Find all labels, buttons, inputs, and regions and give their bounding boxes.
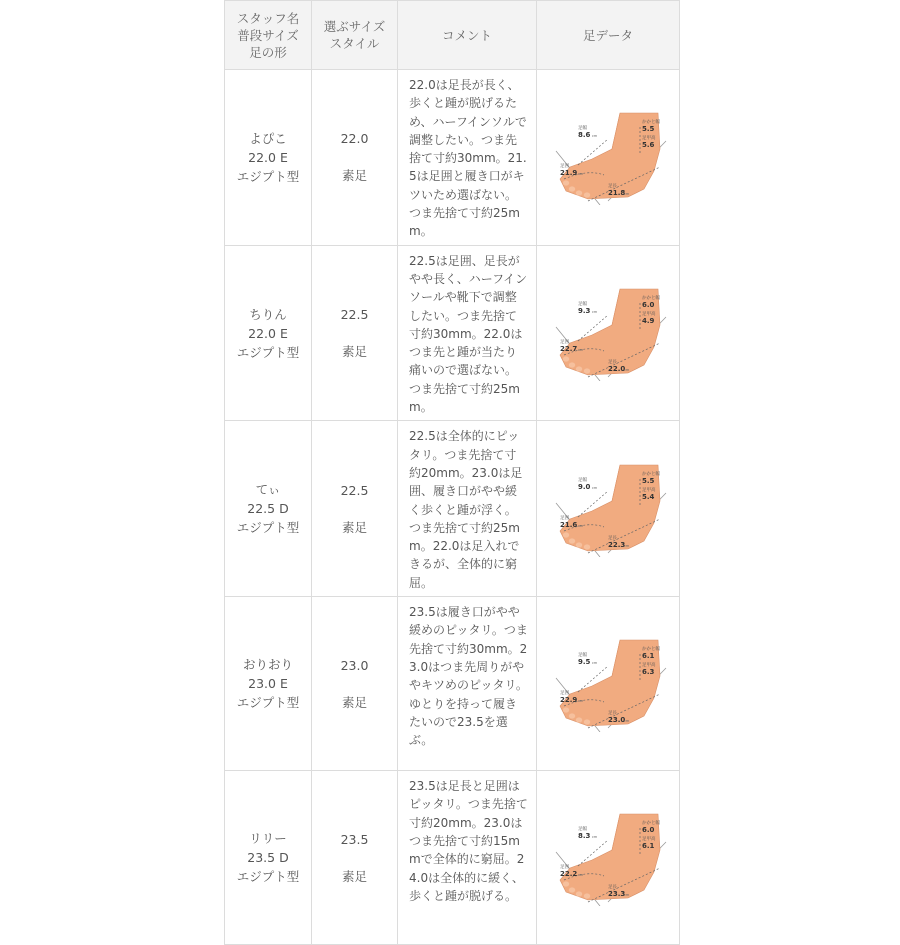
instep-unit: cm [592,134,598,139]
toe-mark [584,719,590,724]
width-label: 足甲高 [642,836,656,842]
header-foot-type: 足の形 [249,44,287,60]
heel-value: 5.5 [642,476,655,485]
girth-unit: cm [578,172,584,177]
toe-mark [563,532,569,537]
girth-label: 足囲 [560,690,569,696]
table-row [225,597,680,771]
girth-label: 足囲 [560,864,569,870]
width-label: 足甲高 [642,312,656,317]
instep-value: 9.5 [578,657,591,666]
header-chosen-size: 選ぶサイズ [323,19,386,34]
staff-cell [225,597,312,771]
foot-type: エジプト型 [236,520,300,536]
toe-mark [576,717,582,722]
width-value: 5.6 [642,141,655,150]
toe-mark [569,187,575,192]
foot-data-cell [537,70,680,246]
header-staff-name: スタッフ名 [236,10,300,26]
foot-type: エジプト型 [236,168,300,184]
instep-unit: cm [592,310,598,314]
girth-label: 足囲 [560,515,569,521]
toe-mark [569,538,575,543]
staff-cell [225,421,312,597]
table-row [225,421,680,597]
toe-mark [576,191,582,196]
table-row [225,771,680,945]
instep-unit: cm [592,834,598,839]
heel-value: 6.0 [642,301,655,309]
instep-unit: cm [592,660,598,665]
foot-data-cell [537,421,680,597]
comment-cell: 23.5は足長と足囲はピッタリ。つま先捨て寸約20mm。23.0はつま先捨て寸約15mmで全体的に窮屈。24.0は全体的に緩く、歩くと踵が脱げる。 [398,771,537,945]
usual-size: 23.5 D [247,850,289,866]
foot-data-cell [537,771,680,945]
girth-unit: cm [578,872,584,877]
comment-cell: 22.0は足長が長く、歩くと踵が脱げるため、ハーフインソルで調整したい。つま先捨て寸約30mm。21.5は足囲と履き口がキツいため選ばない。つま先捨て寸約25mm。 [398,70,537,246]
instep-value: 8.3 [578,831,591,840]
girth-unit: cm [578,523,584,528]
toe-mark [576,891,582,896]
toe-mark [584,193,590,198]
chosen-size: 22.5 [340,307,369,322]
width-value: 4.9 [642,317,655,325]
foot-diagram [548,636,668,732]
width-label: 足甲高 [642,487,656,493]
chosen-size: 22.0 [340,131,369,147]
instep-unit: cm [592,485,598,490]
heel-label: かかと幅 [642,646,660,652]
staff-cell [225,771,312,945]
length-unit: cm [624,192,630,197]
instep-value: 9.0 [578,482,591,491]
length-label: 足長 [608,710,617,716]
girth-unit: cm [578,348,584,352]
chosen-size: 23.5 [340,831,369,847]
length-value: 22.0 [608,365,626,373]
length-label: 足長 [608,184,617,190]
header-usual-size: 普段サイズ [237,27,299,43]
length-value: 21.8 [608,189,626,198]
size-comparison-table [224,0,680,945]
toe-mark [584,544,590,549]
girth-value: 21.9 [560,169,578,178]
header-size-style [312,1,398,70]
staff-cell [225,70,312,246]
chosen-size: 23.0 [340,657,369,673]
foot-diagram [548,461,668,557]
style: 素足 [341,868,367,884]
size-style-cell [312,245,398,421]
header-row [225,1,680,70]
foot-type: エジプト型 [236,869,300,885]
usual-size: 23.0 E [248,676,288,692]
table-row [225,70,680,246]
toe-mark [563,356,569,361]
girth-label: 足囲 [560,164,569,170]
spacer [312,148,397,166]
girth-value: 22.9 [560,695,578,704]
toe-mark [569,362,575,367]
usual-size: 22.5 D [247,501,289,517]
length-unit: cm [624,543,630,548]
length-value: 22.3 [608,540,626,549]
header-comment: コメント [398,1,537,70]
foot-data-cell [537,597,680,771]
length-unit: cm [624,368,630,372]
length-value: 23.3 [608,889,626,898]
header-style: スタイル [329,36,380,51]
comment-cell: 22.5は全体的にピッタリ。つま先捨て寸約20mm。23.0は足囲、履き口がやや緩く歩くと踵が浮く。つま先捨て寸約25mm。22.0は足入れできるが、全体的に窮屈。 [398,421,537,597]
size-style-cell [312,70,398,246]
length-unit: cm [624,718,630,723]
style: 素足 [341,168,367,184]
heel-label: かかと幅 [642,820,660,826]
size-style-cell [312,597,398,771]
length-unit: cm [624,892,630,897]
toe-mark [584,368,590,373]
heel-value: 6.0 [642,825,655,834]
instep-label: 足幅 [578,477,587,483]
width-value: 5.4 [642,492,655,501]
style: 素足 [341,694,367,710]
toe-mark [569,887,575,892]
usual-size: 22.0 E [248,149,288,165]
heel-label: かかと幅 [642,296,660,301]
girth-value: 21.6 [560,520,578,529]
girth-unit: cm [578,698,584,703]
spacer [312,849,397,867]
width-value: 6.1 [642,841,655,850]
foot-diagram [548,109,668,205]
foot-type: エジプト型 [236,695,300,711]
instep-label: 足幅 [578,302,587,307]
staff-cell [225,245,312,421]
toe-mark [569,713,575,718]
staff-name: おりおり [242,657,293,673]
foot-type: エジプト型 [236,344,300,360]
table-body [225,70,680,945]
staff-name: てぃ [255,482,281,498]
size-style-cell [312,771,398,945]
width-label: 足甲高 [642,136,656,142]
toe-mark [563,707,569,712]
heel-label: かかと幅 [642,471,660,477]
comment-cell: 23.5は履き口がやや緩めのピッタリ。つま先捨て寸約30mm。23.0はつま先周りがややキツめのピッタリ。ゆとりを持って履きたいので23.5を選ぶ。 [398,597,537,771]
toe-mark [576,542,582,547]
staff-name: よぴこ [249,130,287,146]
table-row [225,245,680,421]
foot-data-cell [537,245,680,421]
staff-name: ちりん [249,306,287,322]
header-staff [225,1,312,70]
spacer [312,500,397,518]
toe-mark [576,366,582,371]
chosen-size: 22.5 [340,482,369,498]
spacer [312,324,397,342]
style: 素足 [341,519,367,535]
heel-label: かかと幅 [642,120,660,126]
length-label: 足長 [608,884,617,890]
length-value: 23.0 [608,715,626,724]
heel-value: 5.5 [642,125,655,134]
foot-diagram [548,810,668,906]
foot-diagram [548,285,668,381]
width-value: 6.3 [642,667,655,676]
toe-mark [584,893,590,898]
instep-label: 足幅 [578,126,587,132]
instep-label: 足幅 [578,652,587,658]
girth-label: 足囲 [560,340,569,345]
width-label: 足甲高 [642,662,656,668]
heel-value: 6.1 [642,651,655,660]
toe-mark [563,181,569,186]
instep-label: 足幅 [578,826,587,832]
header-foot-data: 足データ [537,1,680,70]
staff-name: リリー [249,831,287,847]
toe-mark [563,881,569,886]
length-label: 足長 [608,535,617,541]
usual-size: 22.0 E [248,325,288,341]
girth-value: 22.2 [560,869,578,878]
size-style-cell [312,421,398,597]
length-label: 足長 [608,360,617,365]
instep-value: 8.6 [578,131,591,140]
instep-value: 9.3 [578,307,591,315]
spacer [312,675,397,693]
style: 素足 [341,344,367,359]
comment-cell: 22.5は足囲、足長がやや長く、ハーフインソールや靴下で調整したい。つま先捨て寸約30mm。22.0はつま先と踵が当たり痛いので選ばない。つま先捨て寸約25mm。 [398,245,537,421]
girth-value: 22.7 [560,345,578,353]
